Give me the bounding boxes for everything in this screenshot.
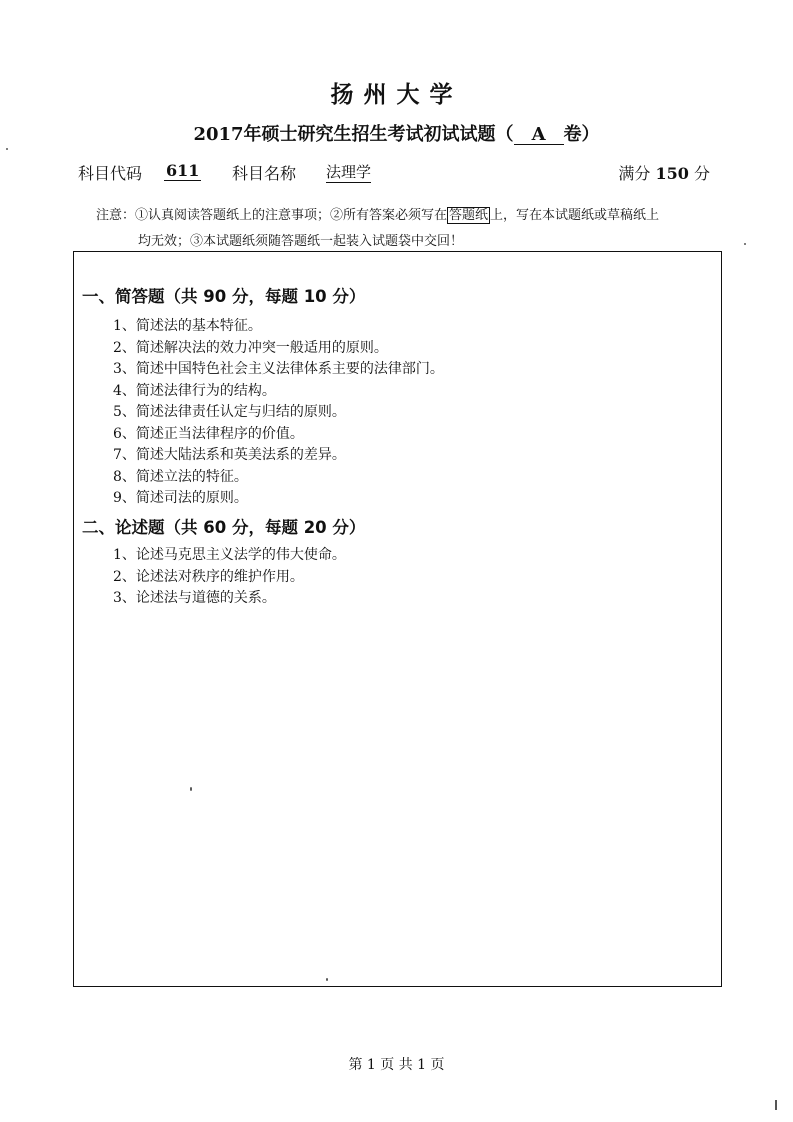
exam-title-suffix: 卷） [563, 124, 600, 145]
score-value: 150 [655, 164, 689, 183]
exam-notice [96, 203, 736, 255]
subject-name-label: 科目名称 [232, 164, 297, 183]
full-score [618, 161, 710, 184]
page-footer: 第 1 页 共 1 页 [348, 1057, 445, 1073]
score-unit: 分 [693, 164, 710, 183]
paper-type: A [514, 126, 564, 145]
question-item: 3、论述法与道德的关系。 [113, 590, 276, 606]
question-item: 1、论述马克思主义法学的伟大使命。 [113, 547, 346, 563]
question-item: 9、简述司法的原则。 [113, 490, 248, 506]
section-heading-short-answer: 一、简答题（共 90 分，每题 10 分） [82, 287, 366, 306]
question-item: 1、简述法的基本特征。 [113, 318, 262, 334]
section-heading-essay: 二、论述题（共 60 分，每题 20 分） [82, 518, 366, 537]
question-item: 7、简述大陆法系和英美法系的差异。 [113, 447, 346, 463]
question-item: 5、简述法律责任认定与归结的原则。 [113, 404, 346, 420]
scan-speck [190, 787, 192, 791]
notice-line1-part-b: 上，写在本试题纸或草稿纸上 [490, 208, 660, 223]
score-label: 满分 [618, 164, 651, 183]
scan-speck [775, 1100, 777, 1110]
notice-line1-part-a: 注意：①认真阅读答题纸上的注意事项；②所有答案必须写在 [96, 208, 448, 223]
subject-code: 611 [166, 161, 200, 180]
question-item: 2、简述解决法的效力冲突一般适用的原则。 [113, 339, 388, 356]
scan-speck [744, 243, 746, 245]
essay-question-list [113, 545, 346, 610]
scan-speck [6, 148, 8, 150]
question-item: 4、简述法律行为的结构。 [113, 382, 276, 399]
university-title: 扬州大学 [330, 81, 463, 108]
notice-boxed-answer-sheet: 答题纸 [449, 208, 489, 223]
subject-name: 法理学 [326, 163, 372, 181]
question-item: 6、简述正当法律程序的价值。 [113, 425, 304, 442]
short-answer-question-list [113, 316, 444, 510]
subject-info-row [78, 161, 712, 185]
question-item: 3、简述中国特色社会主义法律体系主要的法律部门。 [113, 361, 444, 377]
exam-title [0, 120, 793, 146]
question-box [73, 251, 722, 987]
subject-code-label: 科目代码 [78, 164, 143, 183]
question-item: 2、论述法对秩序的维护作用。 [113, 568, 304, 585]
scan-speck [326, 978, 328, 981]
exam-title-prefix: 2017年硕士研究生招生考试初试试题（ [193, 124, 514, 145]
question-item: 8、简述立法的特征。 [113, 468, 248, 485]
notice-line2: 均无效；③本试题纸须随答题纸一起装入试题袋中交回！ [138, 234, 464, 249]
